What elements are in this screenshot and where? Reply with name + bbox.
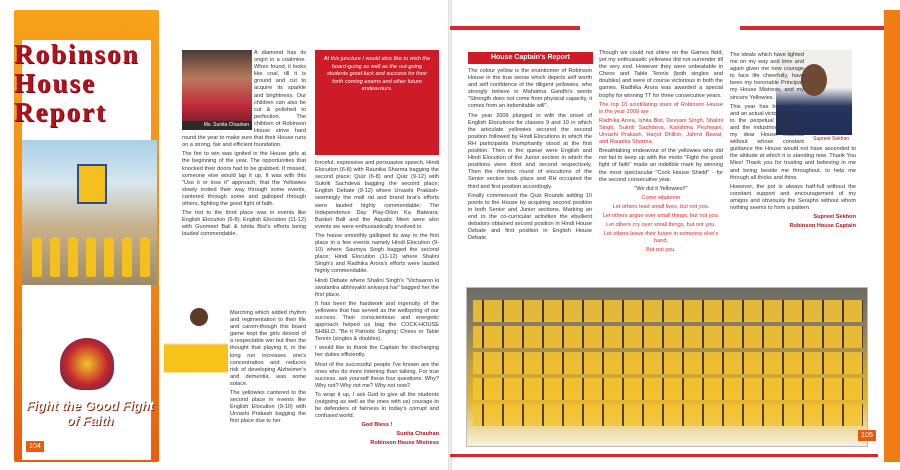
house-emblem-icon [60, 338, 114, 390]
poem-line: Let others argue over small things, but not you. [602, 212, 720, 219]
house-group-photo [466, 287, 868, 447]
poem-line: Come whatever [641, 194, 681, 201]
photo-spacer [182, 50, 254, 132]
marcher-figure [86, 237, 96, 277]
signature-title: Robinson House Mistress [370, 440, 439, 447]
right-column-2 [599, 50, 723, 282]
paragraph: The year 2009 plunged in with the onset of English Elocutions for classes 9 and 10 in which the articulate yellowies secured the second position followed by Hindi Elocutions in which the RH participants triumphantly stood at the first position. Then in the queue were English and Hindi Elocution of the Junior section in which the positions were third and second respectively. Then the rhetoric round of elocutions of the Senior section took place and RH occupied the third and first position accordingly. [468, 112, 592, 190]
signature-name: Sunita Chauhan [396, 431, 439, 438]
left-column-1 [182, 50, 306, 308]
marcher-figure [122, 237, 132, 277]
signature-name: Supreet Sekhon [813, 214, 856, 221]
paragraph: Though we could not shine on the Games field, yet my enthusiastic yellowies did not surrender till the very end. However they were unbeatable in Chess and Table Tennis (both singles and doubles) and were of course victorious in both the games. Radhika Arora was awarded a special trophy for winning TT for three consecutive years. [599, 50, 723, 99]
paragraph: The colour yellow is the enantiomer of Robinson House in the true sense which depicts self worth and self confidence of the diligent yellowies, who strongly believe in Mahatma Gandhi's words "Strength does not come from physical capacity, it comes from an indomitable will". [468, 68, 592, 110]
poem-line: But not you. [646, 247, 676, 254]
right-column-1 [468, 68, 592, 282]
paragraph: The house smoothly galloped its way to the first place in a few events namely Hindi Elocution (9-10) where Saumya Singh bagged the second place; Hindi Elocution (11-12) where Shalini Singh's and Radhika Arora's efforts were lauded highly commendable. [315, 232, 439, 275]
stars-list: Radhika Arora, Ishita Bist, Devyani Singh, Shalini Singh, Sukriti Sachdeva, Karishma Peshwani, Urvashi Prakash, Harjot Dhillon, Jahnvi Rawat, and Raunika Sharma. [599, 117, 723, 146]
paragraph: The ideals which have lighted me on my way and time and again given me new courage to face life cheerfully, have been my honorable Principal, my House Mistress, and my sincere Yellowies. [730, 52, 804, 101]
paragraph: This year has been fruitful and an actual victory only due to the perpetual assistance and the industrious labor of my dear House Mistress without whose constant guidance the House would not have ascended to the altitude at which it is standing now. Thank You Miss! Thank you for trusting and believing in me and being beside me throughout, to help me through all thicks and thins. [730, 103, 856, 181]
runner-photo [164, 308, 228, 424]
page-spine [448, 0, 452, 470]
report-title: Robinson House Report [14, 39, 140, 127]
stars-heading: The top 10 scintillating stars of Robinson House in the year 2009 are : [599, 101, 723, 115]
top-rule [740, 26, 900, 30]
paragraph: forceful, expressive and persuasive speech, Hindi Elocution (6-8) with Raunika Sharma bagging the second place; Quiz (6-8) and Quiz (9-12) with Sukriti Sachdeva bagging the second place; English Debate (9-12) where Urvashi Prakash-seemingly the mall rat and brand brat's efforts were lauded highly commendable; The Independence Day Play-Dilon Ka Batwara; Basket Ball and the Aquatic Meet were also events we were enthusiastically involved in. [315, 160, 439, 230]
student-row [473, 378, 863, 400]
section-heading: House Captain's Report [468, 52, 593, 64]
paragraph: However, the pot is always half-full without the constant support and encouragement of my amigos and obviously the Seraphs without whom nothing seems to form a pattern. [730, 183, 856, 211]
bottom-rule [450, 454, 878, 457]
left-column-2 [315, 160, 439, 460]
poem-line: Let others cry over small things, but not you. [606, 222, 716, 229]
runner-head [190, 308, 208, 326]
page-number-right: 105 [858, 430, 876, 441]
page-number-left: 104 [26, 441, 44, 452]
paragraph: It has been the hardwork and ingenuity of the yellowies that has served as the wellspring of our success. Their conscientious and energetic approach helped us bag the COCK-HOUSE SHIELD. "Be it Patriotic Singing; Chess or Table Tennis (singles & doubles). [315, 300, 439, 343]
right-column-3 [730, 52, 856, 284]
paragraph: Breathtaking endeavour of the yellowies who did not fail to keep up with the motto "Fight the good fight of faith" made an indelible mark by winning the most spectacular "Cock House Shield" - for the second consecutive year. [599, 148, 723, 183]
student-row [473, 404, 863, 426]
flag-image [77, 164, 107, 204]
paragraph: To wrap it up, I ask God to give all the students (outgoing as well as the ones with us) courage to be defenders of fairness in today's corrupt and confused world. [315, 391, 439, 420]
god-bless: God Bless ! [361, 422, 393, 429]
paragraph: The fire to win was ignited in the House girls at the beginning of the year. The opportunities that knocked their doors had to be grabbed. If missed, someone else would lap it up. It was with this "Use it or lose it" approach, that the Yellowies slowly trotted their way through some events, cantered through some and galloped through others, fighting the good fight of faith. [182, 151, 306, 207]
student-row [473, 352, 863, 374]
poem-line: "We did it Yellowies!!" [634, 185, 688, 192]
right-edge-strip [884, 10, 900, 462]
paragraph: The trot to the third place was in events like English Elocution (6-8); English Elocution (11-12) with Gunmeet Bali & Ishita Bist's efforts being lauded commendable. [182, 210, 306, 238]
marcher-figure [104, 237, 114, 277]
top-rule [450, 26, 580, 30]
marcher-figure [68, 237, 78, 277]
paragraph: Most of the successful people I've known are the ones who do more listening than talking. For true success, ask yourself these four questions: Why? Why not? Why not me? Why not now? [315, 361, 439, 389]
top-bar [450, 0, 900, 30]
poem-line: Let others lead small lives, but not you. [612, 203, 710, 210]
poem-line: Let others leave their future in someone else's hand, [603, 231, 719, 245]
paragraph: I would like to thank the Captain for discharging her duties efficiently. [315, 345, 439, 359]
quote-text: At this juncture I would also like to wish the board-going as well as the out-going students good-luck and success for their forth coming exams and other future endeavours. [323, 56, 431, 93]
photo-caption: Supreet Sekhon [776, 135, 852, 144]
paragraph: Marching which added rhythm and regimentation to their life and carom-though this board game kept the girls devoid of a respectable win but then the thought that playing it, in the long run increases one's concentration and reduces risk of developing Alzheimer's and dementia, was some solace. [230, 310, 306, 387]
marcher-figure [50, 237, 60, 277]
parade-photo [22, 140, 157, 285]
left-column-1b [230, 310, 306, 460]
student-row [473, 326, 863, 348]
paragraph: The yellowies cantered to the second place in events like English Elocution (9-10) with Urvashi Prakash bagging the first place due to her [230, 390, 306, 425]
signature-title: Robinson House Captain [789, 223, 856, 230]
student-row [473, 300, 863, 322]
paragraph: Finally commenced the Quiz Rounds adding 10 points to the House by acquiring second position in both Senior and Junior sections. Marking an end to the co-curricular activities the ebullient debators obtained second position in Hindi House Debate and first position in English House Debate. [468, 192, 592, 242]
paragraph: Hindi Debate where Shalini Singh's "Vichaaron ki swatantra abhivyakti anivarya hai" bagged her the first place. [315, 277, 439, 298]
house-slogan: Fight the Good Fight of Faith [26, 398, 154, 428]
quote-box [315, 50, 439, 155]
marcher-figure [140, 237, 150, 277]
photo-caption: Ms. Sunita Chauhan [182, 121, 252, 130]
marcher-figure [32, 237, 42, 277]
photo-spacer [804, 52, 856, 146]
paragraph: A diamond has its origin in a coalmine. When found, it looks like coal, till it is ground and cut to acquire its sparkle and brightness. Our children can also be cut & polished to perfection. The children of Robinson House strive hard round the year to make sure that their House runs on a strong, fair and efficient foundation. [182, 50, 306, 149]
